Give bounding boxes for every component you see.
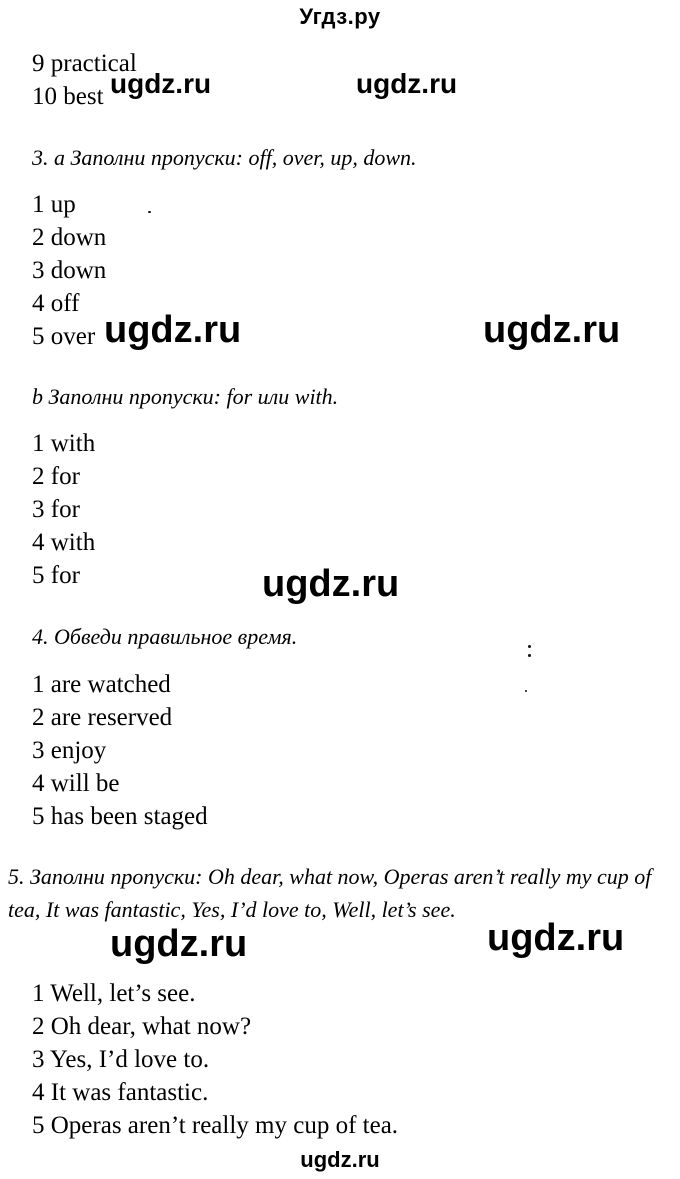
answer-line: 3 enjoy xyxy=(32,737,107,764)
task-title: 5. Заполни пропуски: Oh dear, what now, Operas aren’t really my cup of tea, It was fantastic, Yes, I’d love to, Well, let’s see. xyxy=(8,864,652,922)
page-footer: ugdz.ru xyxy=(300,1147,380,1172)
answer-line: 4 with xyxy=(32,529,96,556)
answer-line: 5 for xyxy=(32,562,80,589)
watermark: ugdz.ru xyxy=(104,309,242,351)
scan-speck xyxy=(528,654,531,657)
task-title: 4. Обведи правильное время. xyxy=(32,624,298,649)
answer-line: 5 Operas aren’t really my cup of tea. xyxy=(32,1112,399,1139)
answer-line: 3 for xyxy=(32,496,80,523)
answer-line: 1 with xyxy=(32,430,96,457)
answer-line: 4 will be xyxy=(32,770,120,797)
answer-line: 4 It was fantastic. xyxy=(32,1079,209,1106)
answer-line: 3 Yes, I’d love to. xyxy=(32,1046,210,1073)
watermark: ugdz.ru xyxy=(110,68,212,99)
answer-line: 10 best xyxy=(32,83,104,110)
scan-speck xyxy=(528,645,531,648)
answer-line: 2 for xyxy=(32,463,80,490)
answer-line: 5 over xyxy=(32,323,96,350)
answer-line: 2 Oh dear, what now? xyxy=(32,1013,252,1040)
answer-line: 2 are reserved xyxy=(32,704,173,731)
watermark: ugdz.ru xyxy=(110,923,248,965)
answer-line: 1 are watched xyxy=(32,671,171,698)
scan-speck xyxy=(525,690,527,692)
scan-speck xyxy=(148,211,151,213)
answer-line: 3 down xyxy=(32,257,107,284)
task-title: 3. a Заполни пропуски: off, over, up, down. xyxy=(32,145,417,170)
task-title: b Заполни пропуски: for или with. xyxy=(32,384,339,409)
watermark: ugdz.ru xyxy=(262,563,400,605)
answer-line: 4 off xyxy=(32,290,80,317)
watermark: ugdz.ru xyxy=(487,917,625,959)
answer-line: 5 has been staged xyxy=(32,803,208,830)
answer-line: 1 up xyxy=(32,191,76,218)
page-header: Угдз.ру xyxy=(299,4,381,29)
watermark: ugdz.ru xyxy=(356,68,458,99)
watermark: ugdz.ru xyxy=(483,309,621,351)
answer-line: 1 Well, let’s see. xyxy=(32,980,196,1007)
answer-line: 2 down xyxy=(32,224,107,251)
answer-line: 9 practical xyxy=(32,50,137,77)
